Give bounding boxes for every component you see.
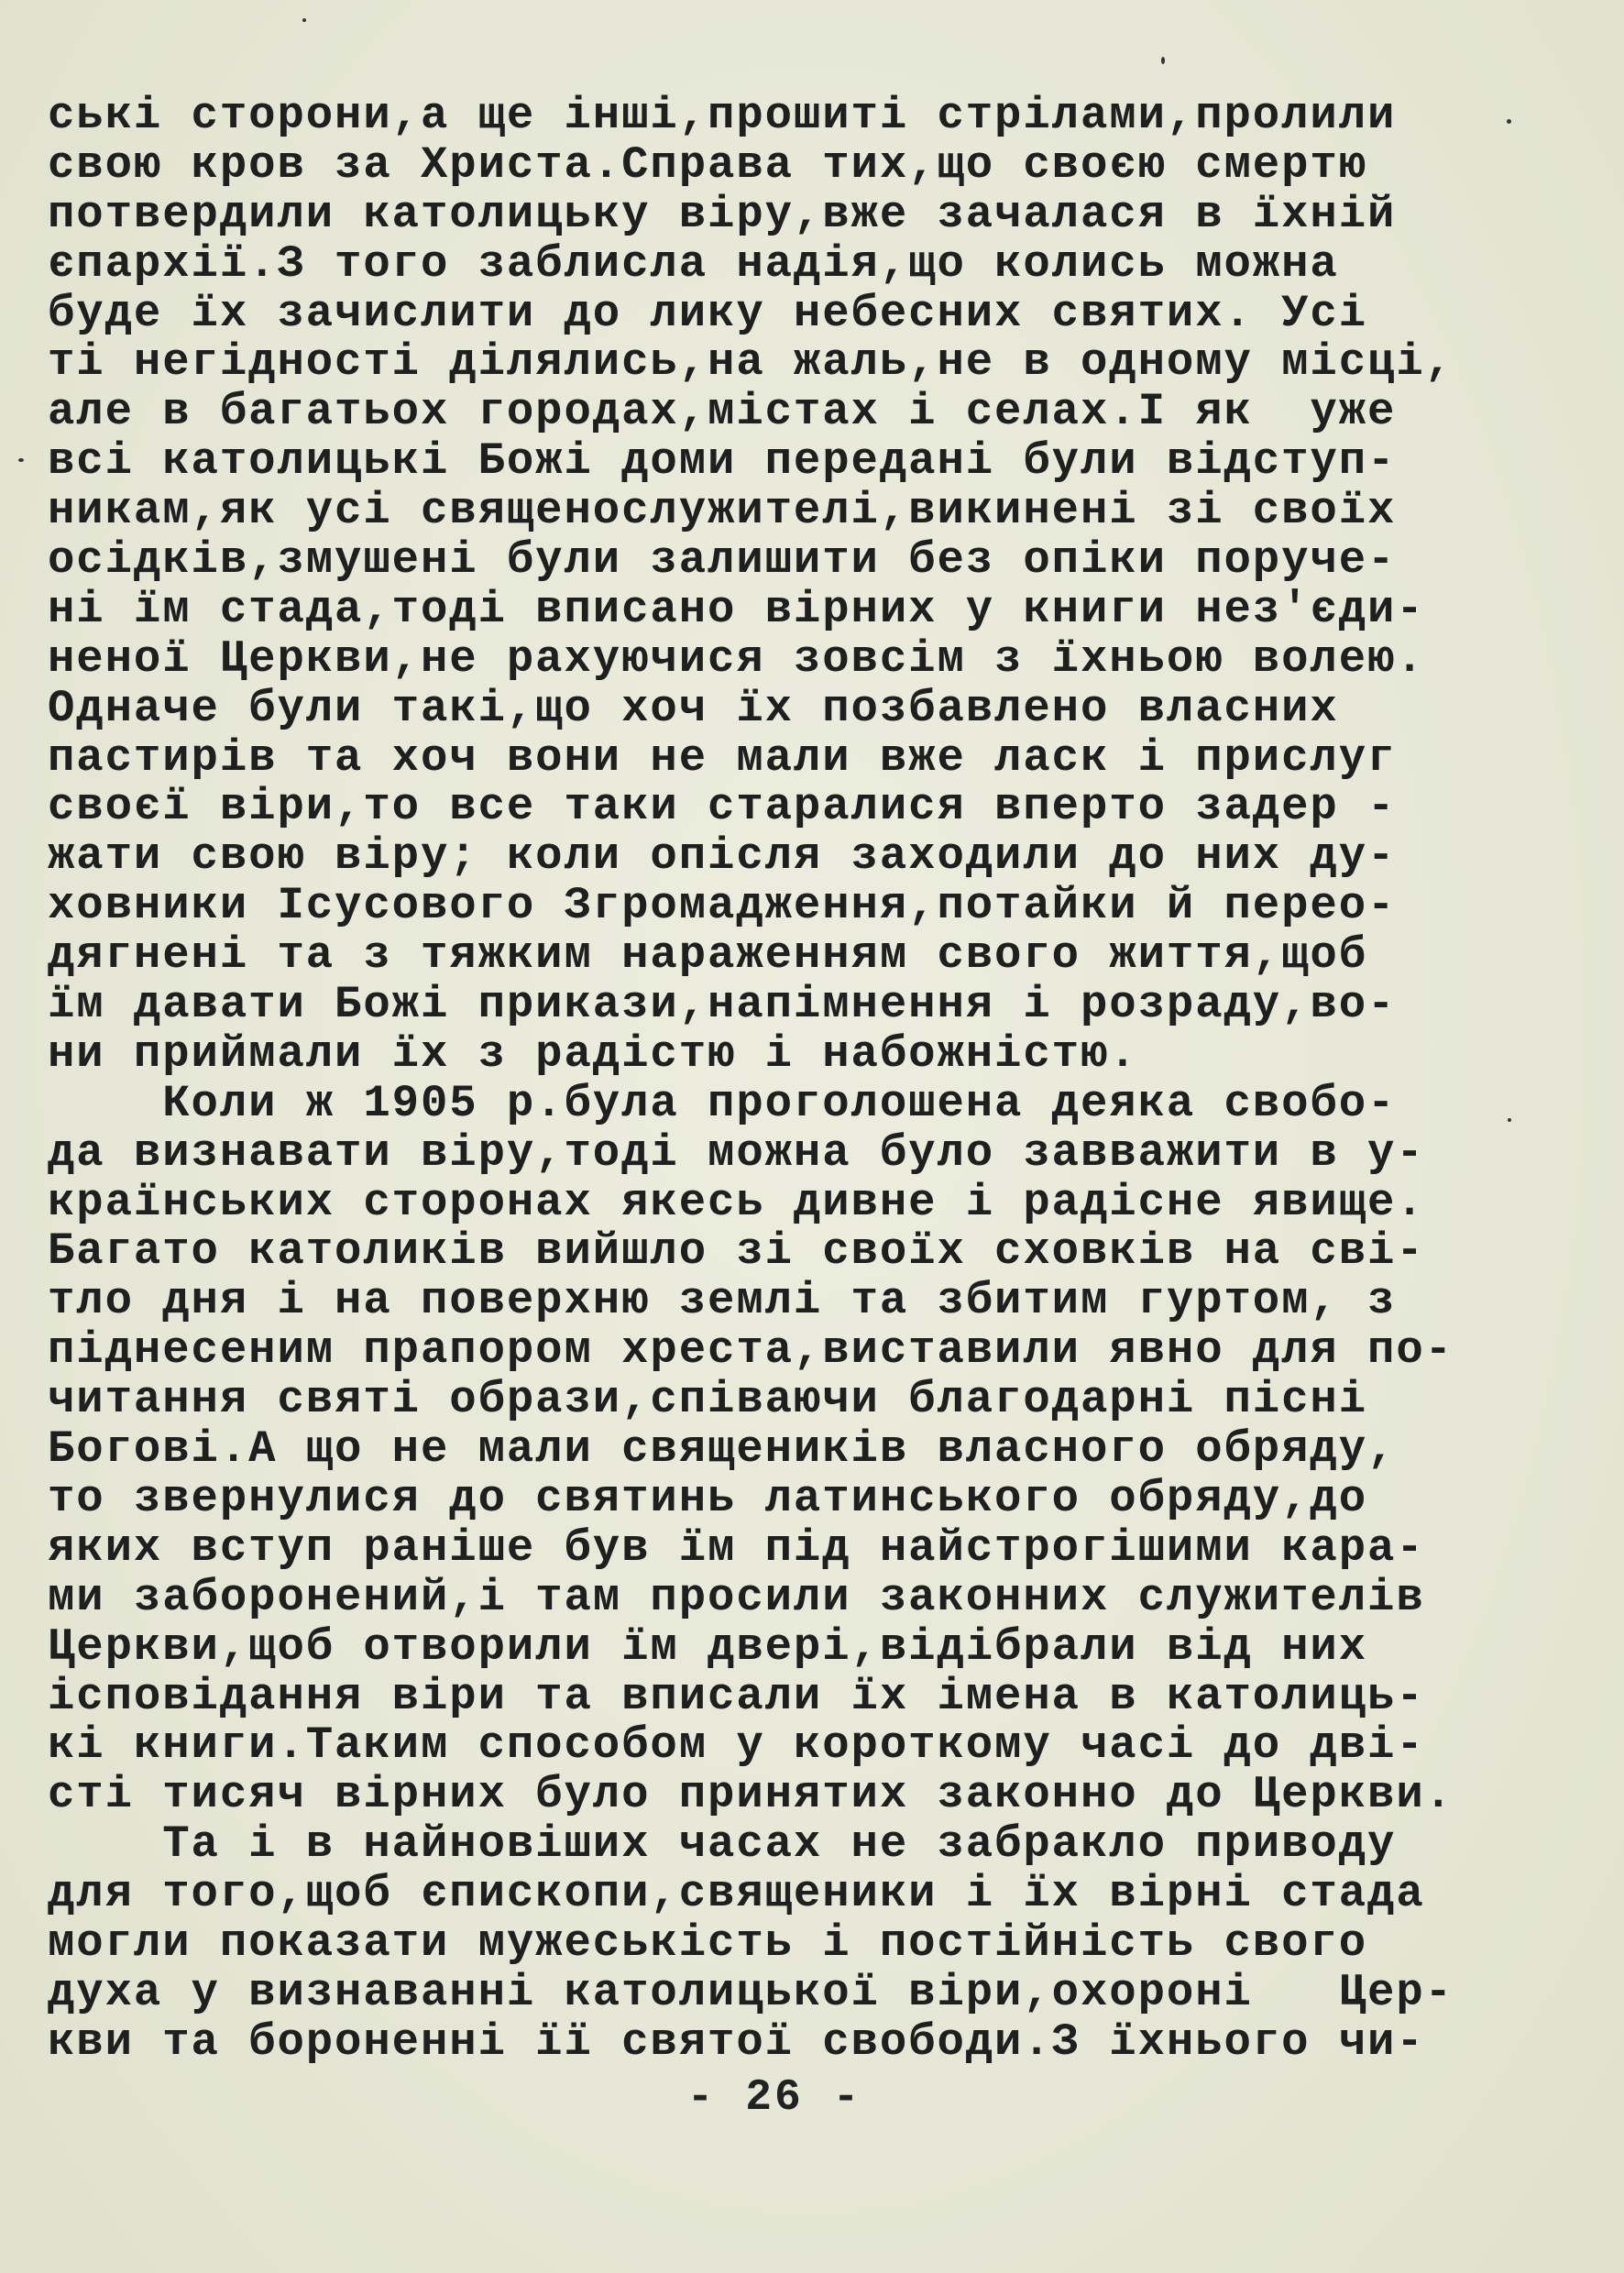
text-line: духа у визнаванні католицької віри,охороні Цер- [48,1966,1454,2018]
text-line: Одначе були такі,що хоч їх позбавлено власних [48,682,1339,734]
text-line: Багато католиків вийшло зі своїх сховків на сві- [48,1225,1425,1278]
text-line: ховники Ісусового Згромадження,потайки й перео- [48,880,1397,932]
paper-speck [302,18,306,22]
text-line: ні їм стада,тоді вписано вірних у книги нез'єди- [48,583,1425,635]
text-line: яких вступ раніше був їм під найстрогішими кара- [48,1521,1425,1574]
text-line: осідків,змушені були залишити без опіки поруче- [48,534,1397,587]
text-line: своєї віри,то все таки старалися вперто задер - [48,781,1397,833]
body-text [48,92,1597,2068]
text-line: для того,щоб єпископи,священики і їх вірні стада [48,1868,1425,1920]
paper-speck [1507,119,1511,124]
text-line: потвердили католицьку віру,вже зачалася в їхній [48,188,1397,240]
text-line: всі католицькі Божі доми передані були відступ- [48,435,1397,488]
text-line: жати свою віру; коли опісля заходили до них ду- [48,830,1397,883]
paper-speck [18,458,24,462]
text-line: свою кров за Христа.Справа тих,що своєю смертю [48,138,1368,191]
paper-speck [1161,57,1165,64]
text-line: ісповідання віри та вписали їх імена в католиць- [48,1670,1425,1722]
text-line: пастирів та хоч вони не мали вже ласк і прислуг [48,731,1397,784]
text-line: Коли ж 1905 р.була проголошена деяка свобо- [48,1077,1397,1129]
text-line: неної Церкви,не рахуючися зовсім з їхньою волею. [48,632,1425,685]
text-line: сті тисяч вірних було принятих законно до Церкви. [48,1769,1454,1821]
text-line: ті негідності ділялись,на жаль,не в одному місці, [48,336,1454,389]
text-line: країнських сторонах якесь дивне і радісне явище. [48,1176,1425,1228]
text-line: кви та бороненні її святої свободи.З їхнього чи- [48,2015,1425,2068]
text-line: Церкви,щоб отворили їм двері,відібрали від них [48,1620,1368,1673]
text-line: то звернулися до святинь латинського обряду,до [48,1472,1368,1524]
text-line: буде їх зачислити до лику небесних святих. Усі [48,287,1368,339]
text-line: ські сторони,а ще інші,прошиті стрілами,пролили [48,90,1397,141]
text-line: да визнавати віру,тоді можна було завважити в у- [48,1126,1425,1179]
text-line: Та і в найновіших часах не забракло приводу [48,1818,1397,1871]
text-line: але в багатьох городах,містах і селах.І як уже [48,386,1397,438]
text-line: єпархії.З того заблисла надія,що колись можна [48,237,1339,290]
text-line: їм давати Божі прикази,напімнення і розраду,во- [48,979,1397,1031]
page-number: - 26 - [686,2073,862,2123]
text-line: читання святі образи,співаючи благодарні пісні [48,1374,1368,1426]
text-line: кі книги.Таким способом у короткому часі до дві- [48,1719,1425,1772]
text-line: никам,як усі священослужителі,викинені зі своїх [48,485,1397,537]
text-line: дягнені та з тяжким нараженням свого життя,щоб [48,929,1368,982]
text-line: Богові.А що не мали священиків власного обряду, [48,1423,1397,1476]
text-line: тло дня і на поверхню землі та збитим гуртом, з [48,1275,1397,1327]
text-line: могли показати мужеськість і постійність свого [48,1916,1368,1969]
text-line: ни приймали їх з радістю і набожністю. [48,1027,1138,1080]
text-line: піднесеним прапором хреста,виставили явно для по- [48,1324,1454,1377]
text-line: ми заборонений,і там просили законних служителів [48,1571,1425,1623]
paper-speck [1508,1118,1511,1122]
